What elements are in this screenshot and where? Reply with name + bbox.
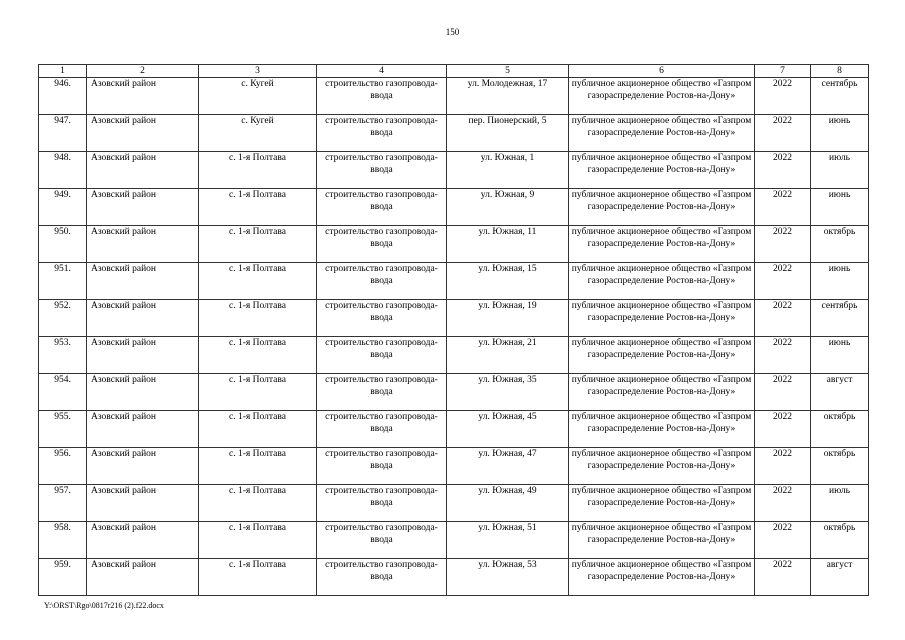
address-cell: ул. Южная, 53 bbox=[447, 559, 569, 596]
address-cell: ул. Молодежная, 17 bbox=[447, 78, 569, 115]
month-cell: июнь bbox=[811, 189, 869, 226]
month-cell: октябрь bbox=[811, 522, 869, 559]
column-header: 3 bbox=[199, 65, 317, 78]
locality-cell: с. 1-я Полтава bbox=[199, 152, 317, 189]
address-cell: ул. Южная, 21 bbox=[447, 337, 569, 374]
row-number-cell: 951. bbox=[39, 263, 87, 300]
year-cell: 2022 bbox=[755, 300, 811, 337]
year-cell: 2022 bbox=[755, 522, 811, 559]
table-row bbox=[39, 115, 869, 152]
row-number-cell: 955. bbox=[39, 411, 87, 448]
row-number-cell: 954. bbox=[39, 374, 87, 411]
address-cell: ул. Южная, 9 bbox=[447, 189, 569, 226]
table-row bbox=[39, 559, 869, 596]
work-type-cell: строительство газопровода-ввода bbox=[317, 226, 447, 263]
locality-cell: с. 1-я Полтава bbox=[199, 300, 317, 337]
month-cell: октябрь bbox=[811, 448, 869, 485]
organization-cell: публичное акционерное общество «Газпром газораспределение Ростов-на-Дону» bbox=[569, 115, 755, 152]
work-type-cell: строительство газопровода-ввода bbox=[317, 411, 447, 448]
year-cell: 2022 bbox=[755, 374, 811, 411]
row-number-cell: 947. bbox=[39, 115, 87, 152]
year-cell: 2022 bbox=[755, 448, 811, 485]
row-number-cell: 953. bbox=[39, 337, 87, 374]
organization-cell: публичное акционерное общество «Газпром газораспределение Ростов-на-Дону» bbox=[569, 263, 755, 300]
year-cell: 2022 bbox=[755, 559, 811, 596]
locality-cell: с. 1-я Полтава bbox=[199, 226, 317, 263]
work-type-cell: строительство газопровода-ввода bbox=[317, 374, 447, 411]
column-header: 8 bbox=[811, 65, 869, 78]
work-type-cell: строительство газопровода-ввода bbox=[317, 522, 447, 559]
table-row bbox=[39, 411, 869, 448]
address-cell: ул. Южная, 1 bbox=[447, 152, 569, 189]
row-number-cell: 959. bbox=[39, 559, 87, 596]
work-type-cell: строительство газопровода-ввода bbox=[317, 263, 447, 300]
district-cell: Азовский район bbox=[87, 559, 199, 596]
table-body bbox=[39, 78, 869, 596]
year-cell: 2022 bbox=[755, 226, 811, 263]
work-type-cell: строительство газопровода-ввода bbox=[317, 78, 447, 115]
table-row bbox=[39, 448, 869, 485]
header-row bbox=[39, 65, 869, 78]
table-row bbox=[39, 485, 869, 522]
work-type-cell: строительство газопровода-ввода bbox=[317, 115, 447, 152]
table-row bbox=[39, 189, 869, 226]
row-number-cell: 946. bbox=[39, 78, 87, 115]
locality-cell: с. 1-я Полтава bbox=[199, 448, 317, 485]
year-cell: 2022 bbox=[755, 263, 811, 300]
month-cell: октябрь bbox=[811, 411, 869, 448]
address-cell: ул. Южная, 35 bbox=[447, 374, 569, 411]
district-cell: Азовский район bbox=[87, 115, 199, 152]
district-cell: Азовский район bbox=[87, 152, 199, 189]
table-row bbox=[39, 522, 869, 559]
year-cell: 2022 bbox=[755, 78, 811, 115]
row-number-cell: 949. bbox=[39, 189, 87, 226]
year-cell: 2022 bbox=[755, 337, 811, 374]
locality-cell: с. 1-я Полтава bbox=[199, 337, 317, 374]
month-cell: сентябрь bbox=[811, 300, 869, 337]
address-cell: ул. Южная, 47 bbox=[447, 448, 569, 485]
row-number-cell: 956. bbox=[39, 448, 87, 485]
district-cell: Азовский район bbox=[87, 522, 199, 559]
district-cell: Азовский район bbox=[87, 485, 199, 522]
row-number-cell: 950. bbox=[39, 226, 87, 263]
month-cell: июнь bbox=[811, 263, 869, 300]
address-cell: ул. Южная, 15 bbox=[447, 263, 569, 300]
locality-cell: с. 1-я Полтава bbox=[199, 411, 317, 448]
district-cell: Азовский район bbox=[87, 411, 199, 448]
month-cell: октябрь bbox=[811, 226, 869, 263]
organization-cell: публичное акционерное общество «Газпром газораспределение Ростов-на-Дону» bbox=[569, 152, 755, 189]
month-cell: июнь bbox=[811, 337, 869, 374]
table-row bbox=[39, 78, 869, 115]
address-cell: ул. Южная, 49 bbox=[447, 485, 569, 522]
address-cell: ул. Южная, 19 bbox=[447, 300, 569, 337]
locality-cell: с. Кугей bbox=[199, 115, 317, 152]
address-cell: ул. Южная, 51 bbox=[447, 522, 569, 559]
column-header: 4 bbox=[317, 65, 447, 78]
district-cell: Азовский район bbox=[87, 337, 199, 374]
month-cell: июль bbox=[811, 485, 869, 522]
address-cell: ул. Южная, 45 bbox=[447, 411, 569, 448]
organization-cell: публичное акционерное общество «Газпром газораспределение Ростов-на-Дону» bbox=[569, 374, 755, 411]
month-cell: август bbox=[811, 559, 869, 596]
address-cell: пер. Пионерский, 5 bbox=[447, 115, 569, 152]
work-type-cell: строительство газопровода-ввода bbox=[317, 189, 447, 226]
column-header: 1 bbox=[39, 65, 87, 78]
work-type-cell: строительство газопровода-ввода bbox=[317, 485, 447, 522]
work-type-cell: строительство газопровода-ввода bbox=[317, 152, 447, 189]
column-header: 2 bbox=[87, 65, 199, 78]
district-cell: Азовский район bbox=[87, 189, 199, 226]
year-cell: 2022 bbox=[755, 485, 811, 522]
row-number-cell: 948. bbox=[39, 152, 87, 189]
month-cell: июнь bbox=[811, 115, 869, 152]
year-cell: 2022 bbox=[755, 411, 811, 448]
address-cell: ул. Южная, 11 bbox=[447, 226, 569, 263]
organization-cell: публичное акционерное общество «Газпром газораспределение Ростов-на-Дону» bbox=[569, 189, 755, 226]
year-cell: 2022 bbox=[755, 115, 811, 152]
locality-cell: с. 1-я Полтава bbox=[199, 522, 317, 559]
organization-cell: публичное акционерное общество «Газпром газораспределение Ростов-на-Дону» bbox=[569, 522, 755, 559]
table-row bbox=[39, 337, 869, 374]
footer-file-path: Y:\ORST\Rgo\0817r216 (2).f22.docx bbox=[44, 601, 164, 610]
organization-cell: публичное акционерное общество «Газпром газораспределение Ростов-на-Дону» bbox=[569, 448, 755, 485]
locality-cell: с. 1-я Полтава bbox=[199, 559, 317, 596]
organization-cell: публичное акционерное общество «Газпром газораспределение Ростов-на-Дону» bbox=[569, 411, 755, 448]
district-cell: Азовский район bbox=[87, 226, 199, 263]
organization-cell: публичное акционерное общество «Газпром газораспределение Ростов-на-Дону» bbox=[569, 226, 755, 263]
table-row bbox=[39, 152, 869, 189]
page-number: 150 bbox=[445, 27, 460, 37]
row-number-cell: 958. bbox=[39, 522, 87, 559]
column-header: 5 bbox=[447, 65, 569, 78]
column-header: 6 bbox=[569, 65, 755, 78]
table-row bbox=[39, 300, 869, 337]
locality-cell: с. 1-я Полтава bbox=[199, 263, 317, 300]
organization-cell: публичное акционерное общество «Газпром газораспределение Ростов-на-Дону» bbox=[569, 559, 755, 596]
district-cell: Азовский район bbox=[87, 263, 199, 300]
district-cell: Азовский район bbox=[87, 448, 199, 485]
locality-cell: с. 1-я Полтава bbox=[199, 189, 317, 226]
locality-cell: с. Кугей bbox=[199, 78, 317, 115]
month-cell: август bbox=[811, 374, 869, 411]
schedule-table bbox=[38, 64, 869, 596]
district-cell: Азовский район bbox=[87, 300, 199, 337]
year-cell: 2022 bbox=[755, 189, 811, 226]
year-cell: 2022 bbox=[755, 152, 811, 189]
table-row bbox=[39, 263, 869, 300]
work-type-cell: строительство газопровода-ввода bbox=[317, 559, 447, 596]
column-header: 7 bbox=[755, 65, 811, 78]
locality-cell: с. 1-я Полтава bbox=[199, 485, 317, 522]
locality-cell: с. 1-я Полтава bbox=[199, 374, 317, 411]
work-type-cell: строительство газопровода-ввода bbox=[317, 337, 447, 374]
row-number-cell: 957. bbox=[39, 485, 87, 522]
table-row bbox=[39, 226, 869, 263]
organization-cell: публичное акционерное общество «Газпром газораспределение Ростов-на-Дону» bbox=[569, 485, 755, 522]
row-number-cell: 952. bbox=[39, 300, 87, 337]
table-row bbox=[39, 374, 869, 411]
organization-cell: публичное акционерное общество «Газпром газораспределение Ростов-на-Дону» bbox=[569, 300, 755, 337]
organization-cell: публичное акционерное общество «Газпром газораспределение Ростов-на-Дону» bbox=[569, 337, 755, 374]
district-cell: Азовский район bbox=[87, 78, 199, 115]
work-type-cell: строительство газопровода-ввода bbox=[317, 448, 447, 485]
organization-cell: публичное акционерное общество «Газпром газораспределение Ростов-на-Дону» bbox=[569, 78, 755, 115]
month-cell: июль bbox=[811, 152, 869, 189]
month-cell: сентябрь bbox=[811, 78, 869, 115]
district-cell: Азовский район bbox=[87, 374, 199, 411]
work-type-cell: строительство газопровода-ввода bbox=[317, 300, 447, 337]
